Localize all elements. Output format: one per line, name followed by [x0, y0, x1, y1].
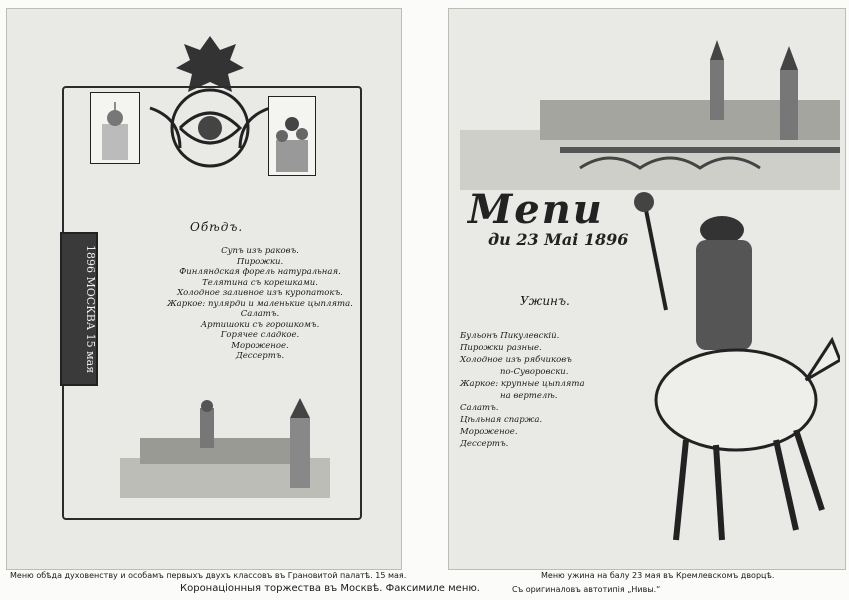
course-item: Салатъ.	[240, 309, 280, 319]
course-item: Бульонъ Пикулевскій.	[460, 331, 560, 341]
kremlin-bridge-illustration	[460, 40, 840, 190]
kremlin-illustration	[120, 398, 330, 498]
course-item: по-Суворовски.	[500, 367, 569, 377]
course-item: Дессертъ.	[235, 351, 285, 361]
course-item: Супъ изъ раковъ.	[221, 246, 299, 256]
course-item: Телятина съ корешками.	[202, 277, 318, 288]
course-item: Финляндская форель натуральная.	[179, 267, 341, 277]
course-item: Артишоки съ горошкомъ.	[200, 319, 320, 330]
banner-text: 1896 МОСКВА 15 мая	[84, 244, 97, 374]
course-item: Мороженое.	[460, 427, 518, 437]
right-caption: Меню ужина на балу 23 мая въ Кремлевскомъ дворцѣ.	[541, 571, 775, 580]
left-caption: Меню обѣда духовенству и особамъ первыхъ двухъ классовъ въ Грановитой палатѣ. 15 мая.	[10, 571, 407, 580]
course-item: Цѣльная спаржа.	[460, 415, 543, 425]
bottom-title: Коронаціонныя торжества въ Москвѣ. Факсимиле меню.	[180, 583, 480, 594]
course-item: Пирожки разные.	[460, 343, 542, 353]
course-item: Мороженое.	[231, 340, 289, 351]
date-banner	[60, 232, 98, 386]
horseman-illustration	[626, 170, 840, 560]
dinner-course-list	[160, 246, 360, 362]
menu-header: Menu	[468, 186, 604, 233]
course-item: Холодное заливное изъ куропатокъ.	[177, 288, 343, 298]
course-item: Горячее сладкое.	[220, 330, 300, 340]
dinner-title: Обѣдъ.	[190, 220, 244, 234]
menu-date: дu 23 Mai 1896	[488, 230, 629, 249]
course-item: Пирожки.	[236, 256, 284, 267]
supper-title: Ужинъ.	[520, 294, 570, 308]
course-item: Дессертъ.	[460, 439, 509, 449]
course-item: Холодное изъ рябчиковъ	[460, 355, 572, 365]
course-item: Жаркое: крупные цыплята	[460, 379, 585, 389]
bottom-credit: Съ оригиналовъ автотипія „Нивы.“	[512, 585, 661, 594]
course-item: Жаркое: пулярди и маленькие цыплята.	[167, 298, 353, 309]
course-item: на вертелѣ.	[500, 391, 558, 401]
course-item: Салатъ.	[460, 403, 499, 413]
